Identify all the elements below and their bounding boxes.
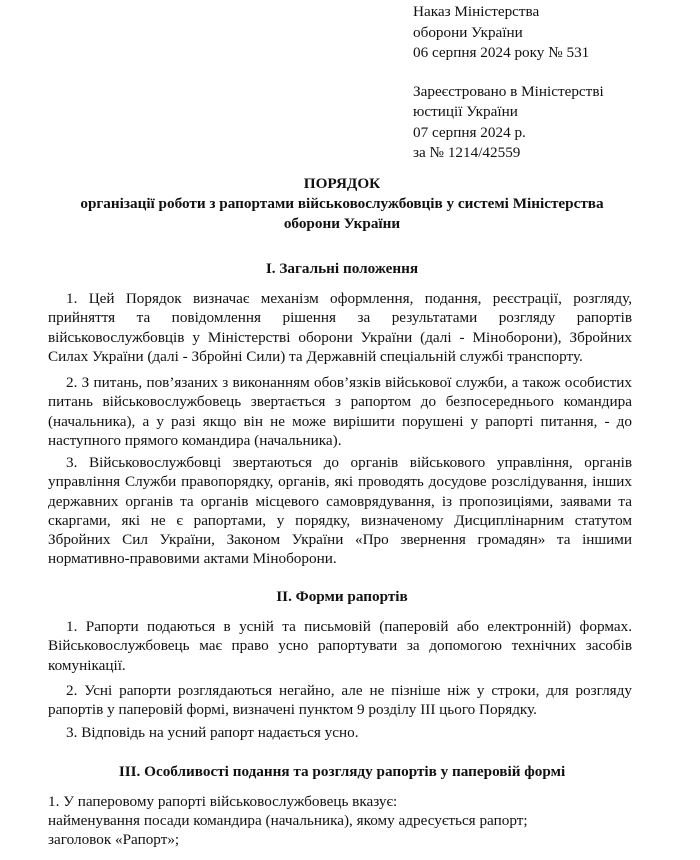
paragraph-3-line-2: найменування посади командира (начальника), якому адресується рапорт; [48, 812, 528, 829]
registration-line-1: Зареєстровано в Міністерстві [413, 82, 604, 100]
section-heading-general: I. Загальні положення [265, 260, 419, 277]
order-line-3: 06 серпня 2024 року № 531 [413, 44, 590, 61]
document-title: ПОРЯДОК [303, 175, 381, 192]
registration-line-2: юстиції України [413, 103, 518, 120]
order-line-1: Наказ Міністерства [413, 3, 540, 20]
section-heading-forms: II. Форми рапортів [276, 588, 408, 605]
document-header [413, 2, 693, 164]
paragraph-2-2: 2. Усні рапорти розглядаються негайно, але не пізніше ніж у строки, для розгляду рапортів у паперовій формі, визначені пунктом 9 розділу III цього Порядку. [48, 682, 632, 719]
paragraph-1-3: 3. Військовослужбовці звертаються до органів військового управління, органів управління Служби правопорядку, органів, які проводять досудове розслідування, інших державних органів та органів місцевого самоврядування, із пропозиціями, заявами та скаргами, які не є рапортами, у порядку, визначеному Дисциплінарним статутом Збройних Сил України, Законом України «Про звернення громадян» та іншими нормативно-правовими актами Міноборони. [48, 454, 632, 568]
registration-line-3: 07 серпня 2024 р. [413, 123, 526, 141]
order-line-2: оборони України [413, 23, 523, 41]
section-heading-paper-form: III. Особливості подання та розгляду рапортів у паперовій формі [118, 763, 566, 780]
registration-line-4: за № 1214/42559 [413, 144, 521, 161]
paragraph-1-1: 1. Цей Порядок визначає механізм оформлення, подання, реєстрації, розгляду, прийняття та повідомлення рішення за результатами розгляду рапортів військовослужбовців у Міністерстві оборони України (далі - Міноборони), Збройних Силах України (далі - Збройні Сили) та Державній спеціальній службі транспорту. [48, 290, 632, 365]
paragraph-3-line-3: заголовок «Рапорт»; [48, 831, 180, 848]
paragraph-3-1: 1. У паперовому рапорті військовослужбовець вказує: [48, 793, 398, 810]
document-subtitle: організації роботи з рапортами військовослужбовців у системі Міністерства оборони України [80, 195, 604, 232]
paragraph-2-3: 3. Відповідь на усний рапорт надається усно. [66, 724, 359, 741]
paragraph-1-2: 2. З питань, пов’язаних з виконанням обов’язків військової служби, а також особистих питань військовослужбовець звертається з рапортом до безпосереднього командира (начальника), а у разі якщо він не може вирішити порушені у рапорті питання, - до наступного прямого командира (начальника). [48, 374, 632, 449]
paragraph-2-1: 1. Рапорти подаються в усній та письмовій (паперовій або електронній) формах. Військовослужбовець має право усно рапортувати за допомогою технічних засобів комунікації. [48, 618, 632, 674]
